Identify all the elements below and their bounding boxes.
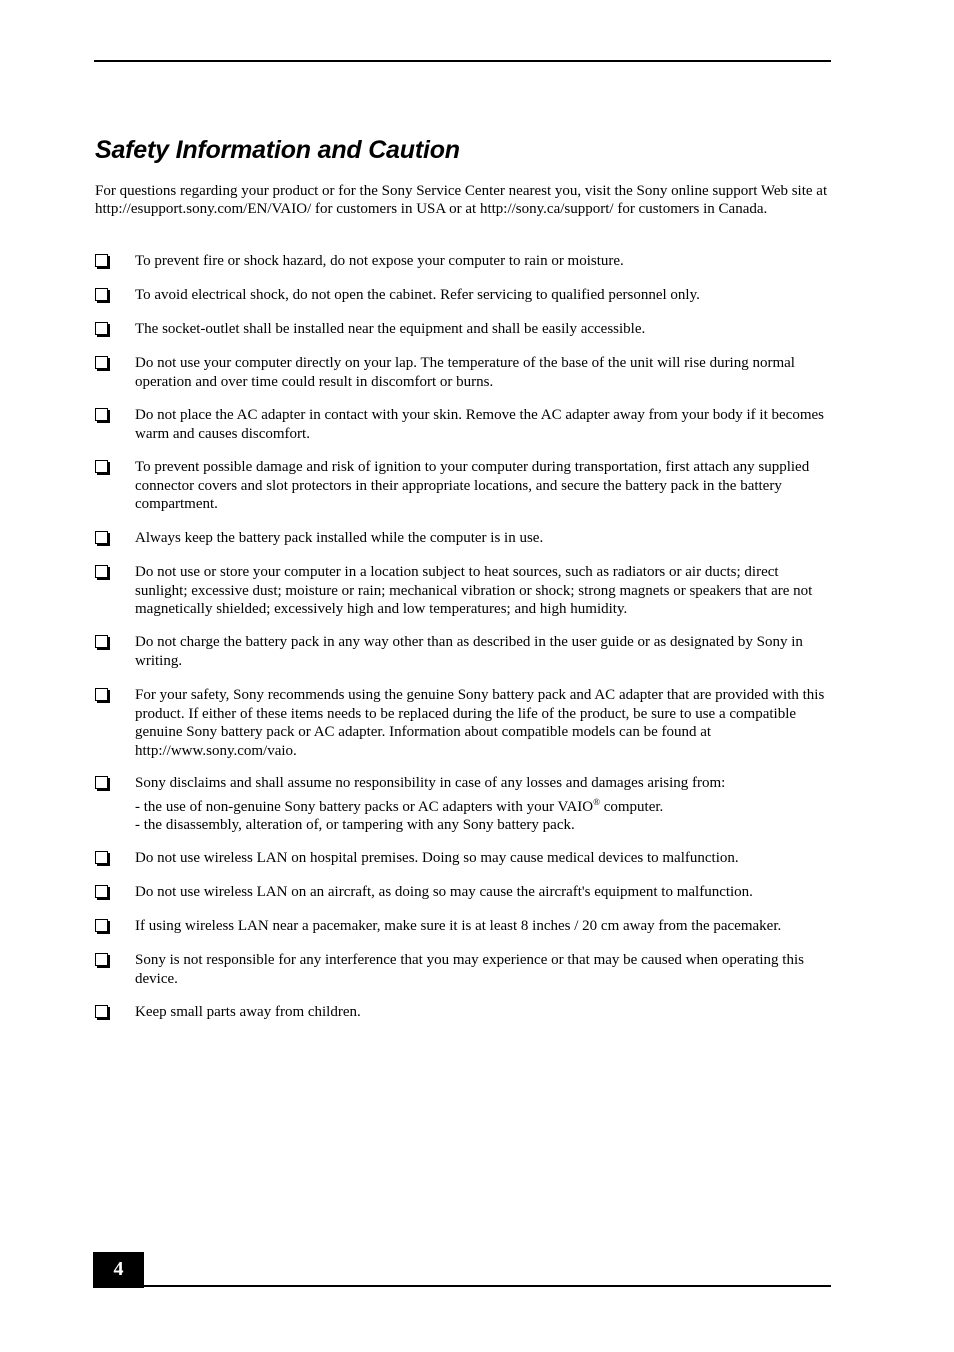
- checkbox-bullet-icon: [95, 851, 108, 864]
- safety-item-text: Do not use wireless LAN on hospital premises. Doing so may cause medical devices to malfunction.: [135, 850, 739, 866]
- safety-item-text: To prevent possible damage and risk of ignition to your computer during transportation, first attach any supplied connector covers and slot protectors in their appropriate locations, and secure the battery pack in the battery compartment.: [135, 459, 810, 512]
- safety-item-text: Always keep the battery pack installed while the computer is in use.: [135, 530, 544, 546]
- checkbox-bullet-icon: [95, 885, 108, 898]
- page-number-badge: [93, 1252, 144, 1288]
- footer-rule: [93, 1285, 831, 1287]
- checkbox-bullet-icon: [95, 288, 108, 301]
- page-title: Safety Information and Caution: [95, 136, 460, 164]
- safety-item-text: [135, 774, 831, 835]
- safety-item-text: Do not place the AC adapter in contact with your skin. Remove the AC adapter away from your body if it becomes warm and causes discomfort.: [135, 407, 824, 442]
- safety-item-text: For your safety, Sony recommends using the genuine Sony battery pack and AC adapter that are provided with this product. If either of these items needs to be replaced during the life of the product, be sure to use a compatible genuine Sony battery pack or AC adapter. Information about compatible models can be found at http://www.sony.com/vaio.: [135, 687, 825, 759]
- disclaimer-sub-item: [135, 798, 831, 817]
- intro-paragraph: For questions regarding your product or for the Sony Service Center nearest you, visit the Sony online support Web site at http://esupport.sony.com/EN/VAIO/ for customers in USA or at http://sony.ca/support/ for customers in Canada.: [95, 183, 828, 217]
- checkbox-bullet-icon: [95, 919, 108, 932]
- checkbox-bullet-icon: [95, 1005, 108, 1018]
- checkbox-bullet-icon: [95, 356, 108, 369]
- safety-item-text: Do not charge the battery pack in any way other than as described in the user guide or as designated by Sony in writing.: [135, 634, 803, 669]
- safety-item-text: Do not use wireless LAN on an aircraft, as doing so may cause the aircraft's equipment to malfunction.: [135, 884, 753, 900]
- safety-item-text: Sony is not responsible for any interference that you may experience or that may be caused when operating this device.: [135, 952, 804, 987]
- checkbox-bullet-icon: [95, 531, 108, 544]
- checkbox-bullet-icon: [95, 776, 108, 789]
- disclaimer-sub-item-text: - the use of non-genuine Sony battery packs or AC adapters with your VAIO: [135, 798, 594, 815]
- checkbox-bullet-icon: [95, 953, 108, 966]
- checkbox-bullet-icon: [95, 460, 108, 473]
- disclaimer-sub-item-text: computer.: [599, 798, 664, 815]
- safety-item-text: Keep small parts away from children.: [135, 1004, 361, 1020]
- safety-item-text: If using wireless LAN near a pacemaker, make sure it is at least 8 inches / 20 cm away from the pacemaker.: [135, 918, 782, 934]
- page-number: 4: [113, 1258, 124, 1280]
- registered-mark: ®: [593, 796, 600, 807]
- checkbox-bullet-icon: [95, 322, 108, 335]
- checkbox-bullet-icon: [95, 565, 108, 578]
- checkbox-bullet-icon: [95, 688, 108, 701]
- safety-item-text: Do not use or store your computer in a location subject to heat sources, such as radiators or air ducts; direct sunlight; excessive dust; moisture or rain; mechanical vibration or shock; strong magnets or speakers that are not magnetically shielded; excessively high and low temperatures; and high humidity.: [135, 564, 813, 617]
- safety-item-text: To avoid electrical shock, do not open the cabinet. Refer servicing to qualified personnel only.: [135, 287, 700, 303]
- checkbox-bullet-icon: [95, 254, 108, 267]
- safety-item-text: Do not use your computer directly on your lap. The temperature of the base of the unit will rise during normal operation and over time could result in discomfort or burns.: [135, 355, 795, 390]
- safety-item-text: The socket-outlet shall be installed near the equipment and shall be easily accessible.: [135, 321, 646, 337]
- disclaimer-sub-item: - the disassembly, alteration of, or tampering with any Sony battery pack.: [135, 817, 575, 833]
- checkbox-bullet-icon: [95, 635, 108, 648]
- checkbox-bullet-icon: [95, 408, 108, 421]
- safety-item-text: To prevent fire or shock hazard, do not expose your computer to rain or moisture.: [135, 253, 624, 269]
- disclaimer-lead: Sony disclaims and shall assume no responsibility in case of any losses and damages arising from:: [135, 775, 726, 791]
